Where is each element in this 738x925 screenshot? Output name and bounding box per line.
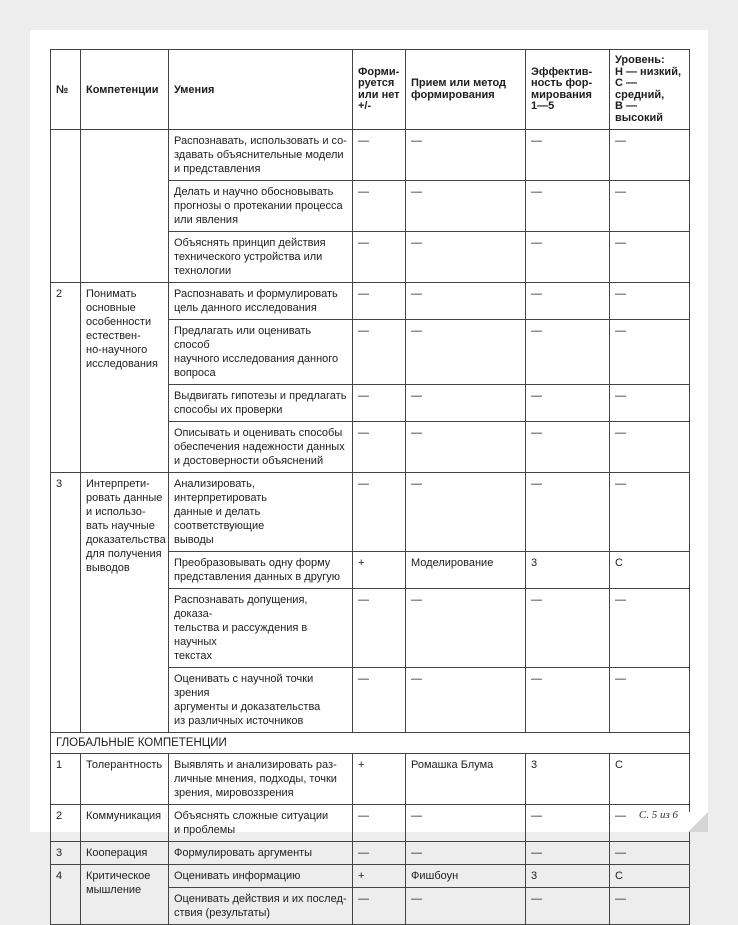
efficiency-cell: — — [526, 589, 610, 668]
skill-cell: Распознавать допущения, доказа- тельства и рассуждения в научных текстах — [169, 589, 353, 668]
method-cell: — — [406, 385, 526, 422]
efficiency-cell: 3 — [526, 865, 610, 888]
formed-cell: + — [353, 754, 406, 805]
level-cell: — — [610, 473, 690, 552]
level-cell: — — [610, 589, 690, 668]
efficiency-cell: — — [526, 422, 610, 473]
level-cell: — — [610, 888, 690, 925]
competence-table — [50, 49, 690, 925]
efficiency-cell: — — [526, 232, 610, 283]
method-cell: — — [406, 283, 526, 320]
efficiency-cell: — — [526, 130, 610, 181]
level-cell: — — [610, 842, 690, 865]
method-cell: — — [406, 589, 526, 668]
level-cell: — — [610, 130, 690, 181]
skill-cell: Делать и научно обосновывать прогнозы о протекании процесса или явления — [169, 181, 353, 232]
header-method: Прием или метод формирования — [406, 50, 526, 130]
skill-cell: Описывать и оценивать способы обеспечения надежности данных и достоверности объяснений — [169, 422, 353, 473]
efficiency-cell: — — [526, 283, 610, 320]
level-cell: С — [610, 754, 690, 805]
method-cell: — — [406, 181, 526, 232]
formed-cell: — — [353, 422, 406, 473]
formed-cell: — — [353, 181, 406, 232]
formed-cell: — — [353, 320, 406, 385]
method-cell: — — [406, 130, 526, 181]
method-cell: Ромашка Блума — [406, 754, 526, 805]
skill-cell: Объяснять принцип действия технического устройства или технологии — [169, 232, 353, 283]
efficiency-cell: — — [526, 888, 610, 925]
header-num: № — [51, 50, 81, 130]
num-cell: 1 — [51, 754, 81, 805]
table-row — [51, 865, 690, 888]
table-row — [51, 805, 690, 842]
level-cell: — — [610, 320, 690, 385]
level-cell: — — [610, 283, 690, 320]
skill-cell: Распознавать и формулировать цель данного исследования — [169, 283, 353, 320]
method-cell: Фишбоун — [406, 865, 526, 888]
level-cell: — — [610, 232, 690, 283]
section-title: ГЛОБАЛЬНЫЕ КОМПЕТЕНЦИИ — [51, 733, 690, 754]
formed-cell: — — [353, 283, 406, 320]
efficiency-cell: 3 — [526, 552, 610, 589]
method-cell: Моделирование — [406, 552, 526, 589]
num-cell: 2 — [51, 283, 81, 473]
skill-cell: Распознавать, использовать и со- здавать объяснительные модели и представления — [169, 130, 353, 181]
level-cell: С — [610, 552, 690, 589]
formed-cell: — — [353, 130, 406, 181]
num-cell: 2 — [51, 805, 81, 842]
skill-cell: Объяснять сложные ситуации и проблемы — [169, 805, 353, 842]
formed-cell: — — [353, 589, 406, 668]
level-cell: — — [610, 181, 690, 232]
table-row — [51, 283, 690, 320]
skill-cell: Преобразовывать одну форму представления данных в другую — [169, 552, 353, 589]
header-skills: Умения — [169, 50, 353, 130]
skill-cell: Анализировать, интерпретировать данные и делать соответствующие выводы — [169, 473, 353, 552]
header-formed: Форми- руется или нет +/- — [353, 50, 406, 130]
table-row — [51, 754, 690, 805]
page-corner-fold — [688, 812, 708, 832]
skill-cell: Выявлять и анализировать раз- личные мнения, подходы, точки зрения, мировоззрения — [169, 754, 353, 805]
formed-cell: — — [353, 805, 406, 842]
section-row — [51, 733, 690, 754]
efficiency-cell: — — [526, 385, 610, 422]
num-cell: 4 — [51, 865, 81, 925]
header-level: Уровень: Н — низкий, С — средний, В — высокий — [610, 50, 690, 130]
skill-cell: Оценивать действия и их послед- ствия (результаты) — [169, 888, 353, 925]
formed-cell: + — [353, 865, 406, 888]
skill-cell: Формулировать аргументы — [169, 842, 353, 865]
method-cell: — — [406, 232, 526, 283]
document-page — [30, 30, 708, 919]
method-cell: — — [406, 805, 526, 842]
formed-cell: — — [353, 385, 406, 422]
competence-cell — [81, 130, 169, 283]
formed-cell: — — [353, 232, 406, 283]
formed-cell: — — [353, 668, 406, 733]
formed-cell: — — [353, 842, 406, 865]
method-cell: — — [406, 473, 526, 552]
competence-cell: Кооперация — [81, 842, 169, 865]
efficiency-cell: — — [526, 842, 610, 865]
competence-cell: Толерантность — [81, 754, 169, 805]
level-cell: — — [610, 805, 690, 842]
efficiency-cell: — — [526, 805, 610, 842]
method-cell: — — [406, 422, 526, 473]
skill-cell: Выдвигать гипотезы и предлагать способы их проверки — [169, 385, 353, 422]
header-efficiency: Эффектив- ность фор- мирования 1—5 — [526, 50, 610, 130]
page-number: С. 5 из 6 — [638, 809, 678, 821]
num-cell: 3 — [51, 473, 81, 733]
method-cell: — — [406, 668, 526, 733]
num-cell: 3 — [51, 842, 81, 865]
competence-cell: Понимать основные особенности естествен- но-научного исследования — [81, 283, 169, 473]
formed-cell: — — [353, 888, 406, 925]
formed-cell: + — [353, 552, 406, 589]
skill-cell: Оценивать информацию — [169, 865, 353, 888]
level-cell: — — [610, 668, 690, 733]
table-row — [51, 473, 690, 552]
efficiency-cell: — — [526, 668, 610, 733]
efficiency-cell: — — [526, 473, 610, 552]
table-row — [51, 130, 690, 181]
skill-cell: Предлагать или оценивать способ научного исследования данного вопроса — [169, 320, 353, 385]
efficiency-cell: 3 — [526, 754, 610, 805]
method-cell: — — [406, 888, 526, 925]
efficiency-cell: — — [526, 320, 610, 385]
efficiency-cell: — — [526, 181, 610, 232]
formed-cell: — — [353, 473, 406, 552]
level-cell: — — [610, 422, 690, 473]
level-cell: — — [610, 385, 690, 422]
table-row — [51, 842, 690, 865]
competence-cell: Интерпрети- ровать данные и использо- вать научные доказательства для получения выводов — [81, 473, 169, 733]
level-cell: С — [610, 865, 690, 888]
num-cell — [51, 130, 81, 283]
header-competence: Компетенции — [81, 50, 169, 130]
method-cell: — — [406, 320, 526, 385]
header-row — [51, 50, 690, 130]
competence-cell: Коммуникация — [81, 805, 169, 842]
skill-cell: Оценивать с научной точки зрения аргументы и доказательства из различных источников — [169, 668, 353, 733]
method-cell: — — [406, 842, 526, 865]
competence-cell: Критическое мышление — [81, 865, 169, 925]
